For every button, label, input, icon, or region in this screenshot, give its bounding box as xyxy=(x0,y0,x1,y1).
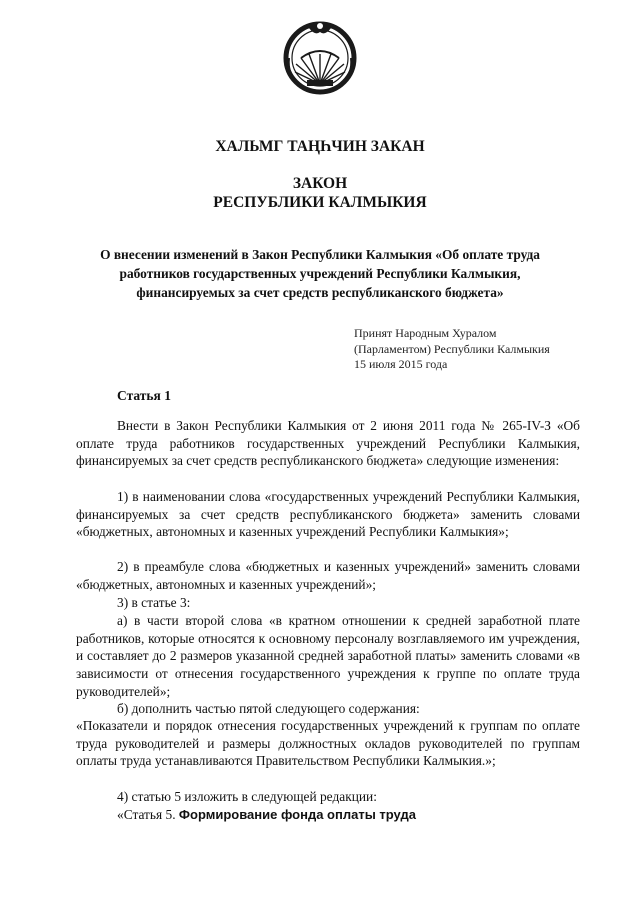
article-paragraph: 1) в наименовании слова «государственных учреждений Республики Калмыкия, финансируемых за счет средств республиканского бюджета» заменить словами «бюджетных, автономных и казенных учреждений Республики Калмыкия»; xyxy=(76,489,580,540)
adoption-date: 15 июля 2015 года xyxy=(354,357,448,371)
adoption-line: Принят Народным Хуралом xyxy=(354,326,497,340)
article-paragraph: б) дополнить частью пятой следующего содержания: xyxy=(117,701,420,716)
adoption-line: (Парламентом) Республики Калмыкия xyxy=(354,341,550,356)
title-republic: РЕСПУБЛИКИ КАЛМЫКИЯ xyxy=(213,194,427,211)
article-paragraph: Внести в Закон Республики Калмыкия от 2 июня 2011 года № 265-IV-З «Об оплате труда работников государственных учреждений Республики Калмыкия, финансируемых за счет средств республиканского бюджета» следующие изменения: xyxy=(76,418,580,469)
title-kalmyk: ХАЛЬМГ ТАҢҺЧИН ЗАКАН xyxy=(215,138,425,155)
quoted-article-prefix: «Статья 5. xyxy=(117,807,179,822)
article-paragraph: 3) в статье 3: xyxy=(117,595,191,610)
subject-line: работников государственных учреждений Республики Калмыкия, xyxy=(119,266,521,281)
quoted-article-title: Формирование фонда оплаты труда xyxy=(178,807,416,822)
article-paragraph: 2) в преамбуле слова «бюджетных и казенных учреждений» заменить словами «бюджетных, автономных и казенных учреждений»; xyxy=(76,559,580,592)
adoption-note xyxy=(354,326,550,373)
title-law: ЗАКОН xyxy=(292,175,348,192)
article-paragraph: а) в части второй слова «в кратном отношении к средней заработной плате работников, которые относятся к основному персоналу возглавляемого им учреждения, и составляет до 2 размеров указанной средней заработной платы» заменить словами «в зависимости от отнесения государственного учреждения к группе по оплате труда руководителей»; xyxy=(76,613,580,699)
article-heading: Статья 1 xyxy=(117,388,171,403)
article-paragraph xyxy=(117,806,580,824)
law-subject xyxy=(60,245,580,302)
article-paragraph: 4) статью 5 изложить в следующей редакции: xyxy=(117,789,377,804)
subject-line: финансируемых за счет средств республиканского бюджета» xyxy=(136,285,504,300)
coat-of-arms-icon xyxy=(279,14,361,98)
subject-line: О внесении изменений в Закон Республики Калмыкия «Об оплате труда xyxy=(100,247,540,262)
article-paragraph: «Показатели и порядок отнесения государственных учреждений к группам по оплате труда руководителей и размеры должностных окладов руководителей по группам оплаты труда устанавливаются Правительством Республики Калмыкия.»; xyxy=(76,718,580,769)
